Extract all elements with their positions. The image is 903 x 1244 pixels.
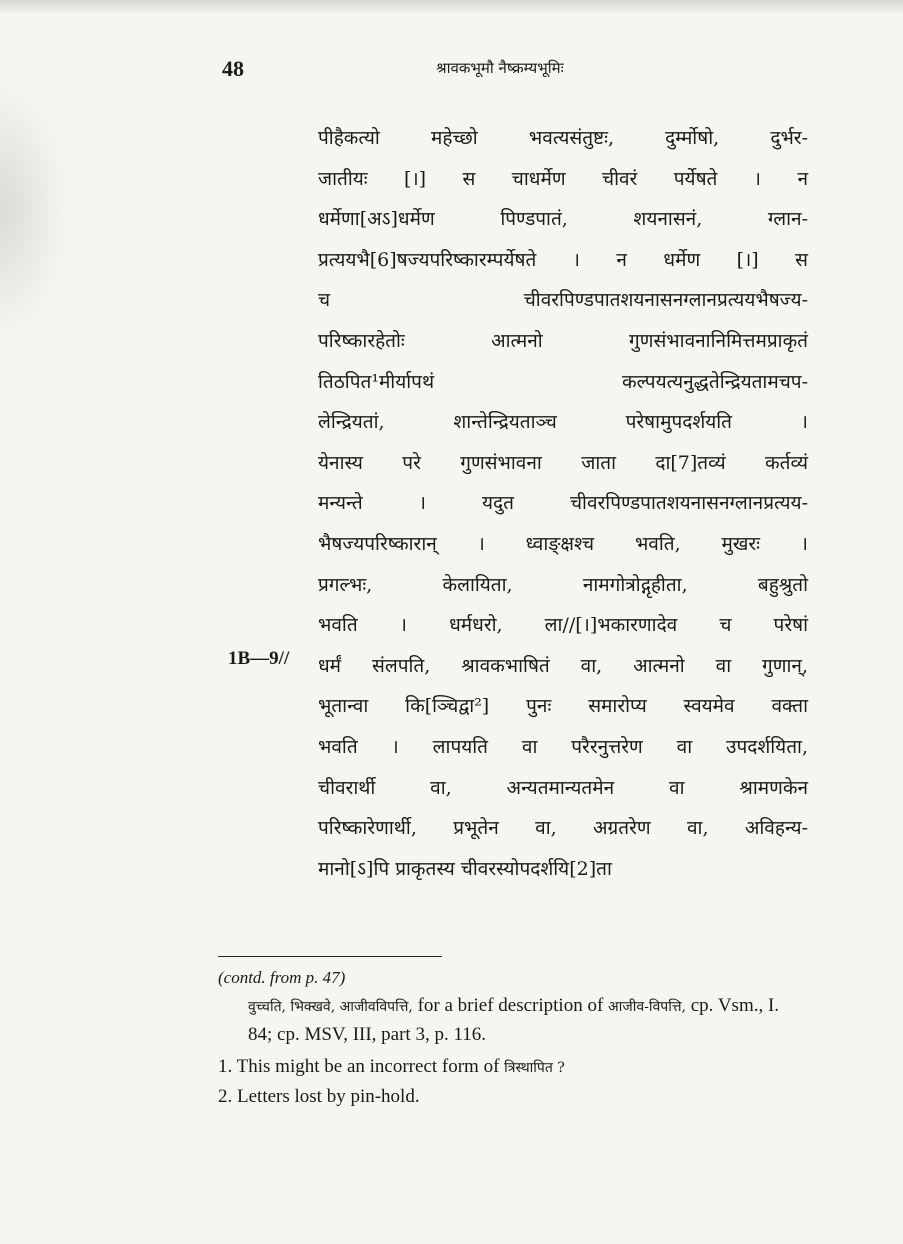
text-line-10: मन्यन्ते । यदुत चीवरपिण्डपातशयनासनग्लानप्रत्यय- xyxy=(318,492,808,515)
text-line-1: पीहैकत्यो महेच्छो भवत्यसंतुष्टः, दुर्म्मोषो, दुर्भर- xyxy=(318,127,808,149)
text-line-19: मानो[ऽ]पि प्राकृतस्य चीवरस्योपदर्शयि[2]ता xyxy=(318,857,612,880)
text-line-6: परिष्कारहेतोः आत्मनो गुणसंभावनानिमित्तमप्राकृतं xyxy=(318,329,808,352)
manuscript-folio-note: 1B—9// xyxy=(228,648,290,669)
footnote-sanskrit-term: आजीव-विपत्ति, xyxy=(608,999,686,1015)
text-line-8: लेन्द्रियतां, शान्तेन्द्रियताञ्च परेषामुपदर्शयति । xyxy=(318,411,808,434)
footnote-pali-quote: वुच्चति, भिक्खवे, आजीवविपत्ति, xyxy=(248,999,413,1015)
scan-shadow xyxy=(0,80,70,340)
text-line-13: भवति । धर्मधरो, ला//[।]भकारणादेव च परेषां xyxy=(318,614,808,637)
text-line-3: धर्मेणा[अऽ]धर्मेण पिण्डपातं, शयनासनं, ग्लान- xyxy=(318,208,808,231)
footnote-1-text: 1. This might be an incorrect form of xyxy=(218,1056,505,1077)
page-number: 48 xyxy=(222,56,244,81)
text-line-16: भवति । लापयति वा परैरनुत्तरेण वा उपदर्शयिता, xyxy=(318,735,808,758)
footnote-2: 2. Letters lost by pin-hold. xyxy=(218,1086,420,1107)
text-line-14: धर्मं संलपति, श्रावकभाषितं वा, आत्मनो वा गुणान्, xyxy=(318,654,808,677)
text-line-18: परिष्कारेणार्थी, प्रभूतेन वा, अग्रतरेण वा, अविहन्य- xyxy=(318,817,808,840)
text-line-4: प्रत्ययभै[6]षज्यपरिष्कारम्पर्येषते । न धर्मेण [।] स xyxy=(318,248,808,271)
text-line-9: येनास्य परे गुणसंभावना जाता दा[7]तव्यं कर्तव्यं xyxy=(318,451,808,474)
footnote-1-devanagari: त्रिस्थापित ? xyxy=(504,1060,565,1076)
scan-top-edge xyxy=(0,0,903,14)
text-line-12: प्रगल्भः, केलायिता, नामगोत्रोद्गृहीता, बहुश्रुतो xyxy=(318,573,808,596)
text-line-11: भैषज्यपरिष्कारान् । ध्वाङ्क्षश्च भवति, मुखरः । xyxy=(318,532,808,555)
text-line-2: जातीयः [।] स चाधर्मेण चीवरं पर्येषते । न xyxy=(318,167,808,190)
footnote-1 xyxy=(218,1056,565,1078)
body-text xyxy=(318,118,808,889)
text-line-17: चीवरार्थी वा, अन्यतमान्यतमेन वा श्रामणकेन xyxy=(318,776,808,799)
running-head: श्रावकभूमौ नैष्क्रम्यभूमिः xyxy=(436,59,564,77)
text-line-7: तिठपित¹मीर्यापथं कल्पयत्यनुद्धतेन्द्रियतामचप- xyxy=(318,370,808,393)
footnote-rule xyxy=(218,956,442,957)
text-line-5: च चीवरपिण्डपातशयनासनग्लानप्रत्ययभैषज्य- xyxy=(318,289,808,312)
footnote-continued-text xyxy=(248,992,808,1048)
text-line-15: भूतान्वा कि[ञ्चिद्वा²] पुनः समारोप्य स्वयमेव वक्ता xyxy=(318,695,808,718)
footnote-text-part-a: for a brief description of xyxy=(412,995,609,1016)
footnote-text-part-b: cp. Vsm., I. 84; cp. MSV, III, part 3, p. 116. xyxy=(248,995,780,1045)
footnote-continued-label: (contd. from p. 47) xyxy=(218,968,346,987)
